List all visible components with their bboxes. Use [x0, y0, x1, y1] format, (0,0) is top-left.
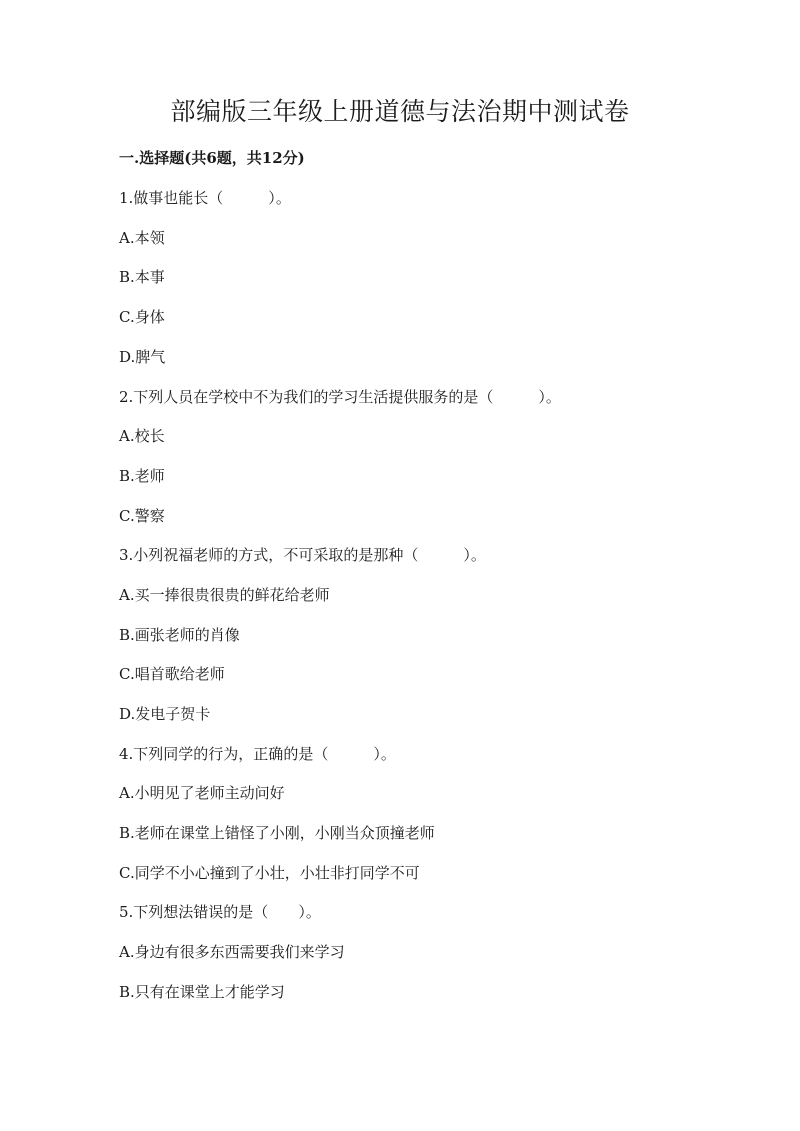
question-2-option-a: A.校长	[119, 427, 165, 445]
question-3-option-d: D.发电子贺卡	[119, 705, 211, 723]
question-5-option-a: A.身边有很多东西需要我们来学习	[119, 943, 345, 961]
question-5-stem: 5.下列想法错误的是（ ）。	[119, 903, 321, 921]
question-1-option-d: D.脾气	[119, 348, 166, 366]
question-3-option-b: B.画张老师的肖像	[119, 626, 240, 644]
question-1-option-c: C.身体	[119, 308, 165, 326]
question-4-option-b: B.老师在课堂上错怪了小刚，小刚当众顶撞老师	[119, 824, 435, 842]
question-3-option-a: A.买一捧很贵很贵的鲜花给老师	[119, 586, 330, 604]
question-2-option-b: B.老师	[119, 467, 165, 485]
question-4-option-c: C.同学不小心撞到了小壮，小壮非打同学不可	[119, 864, 420, 882]
section-heading: 一.选择题(共6题，共12分)	[119, 149, 305, 167]
question-1-stem: 1.做事也能长（ ）。	[119, 189, 291, 207]
question-2-option-c: C.警察	[119, 507, 165, 525]
question-4-stem: 4.下列同学的行为，正确的是（ ）。	[119, 745, 396, 763]
question-3-option-c: C.唱首歌给老师	[119, 665, 225, 683]
question-4-option-a: A.小明见了老师主动问好	[119, 784, 285, 802]
question-5-option-b: B.只有在课堂上才能学习	[119, 983, 285, 1001]
question-3-stem: 3.小列祝福老师的方式，不可采取的是那种（ ）。	[119, 546, 486, 564]
question-1-option-a: A.本领	[119, 229, 165, 247]
question-2-stem: 2.下列人员在学校中不为我们的学习生活提供服务的是（ ）。	[119, 388, 561, 406]
question-1-option-b: B.本事	[119, 268, 165, 286]
page-title: 部编版三年级上册道德与法治期中测试卷	[170, 97, 630, 126]
